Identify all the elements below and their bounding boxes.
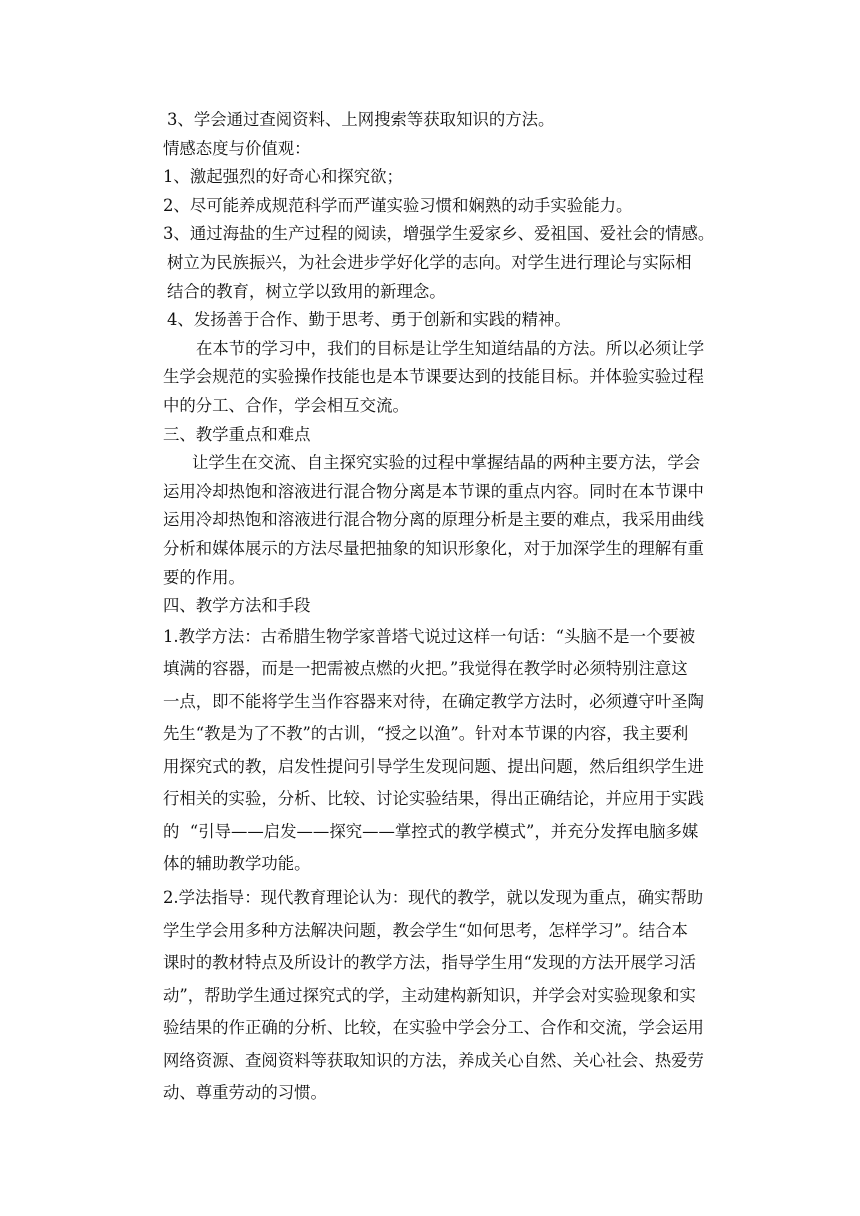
attitude-item-3: 3、通过海盐的生产过程的阅读，增强学生爱家乡、爱祖国、爱社会的情感。 (163, 224, 715, 244)
study-guide-line-2: 学生学会用多种方法解决问题，教会学生“如何思考，怎样学习”。结合本 (163, 920, 688, 940)
study-guide-line-6: 网络资源、查阅资料等获取知识的方法，养成关心自然、关心社会、热爱劳 (163, 1050, 704, 1070)
methods-line-1: 1.教学方法：古希腊生物学家普塔弋说过这样一句话：“头脑不是一个要被 (163, 626, 696, 646)
key-points-line-1: 让学生在交流、自主探究实验的过程中掌握结晶的两种主要方法，学会 (192, 453, 701, 473)
methods-line-8: 体的辅助教学功能。 (163, 854, 311, 874)
section-heading-key-points: 三、教学重点和难点 (163, 424, 311, 444)
methods-line-6: 行相关的实验，分析、比较、讨论实验结果，得出正确结论，并应用于实践 (163, 789, 704, 809)
key-points-line-5: 要的作用。 (163, 567, 245, 587)
document-body (163, 106, 723, 1110)
study-guide-line-7: 动、尊重劳动的习惯。 (163, 1083, 327, 1103)
goal-paragraph-line-3: 中的分工、合作，学会相互交流。 (163, 395, 409, 415)
methods-line-7: 的 “引导——启发——探究——掌控式的教学模式”，并充分发挥电脑多媒 (163, 821, 699, 841)
study-guide-line-4: 动”，帮助学生通过探究式的学，主动建构新知识，并学会对实验现象和实 (163, 985, 696, 1005)
goal-paragraph-line-1: 在本节的学习中，我们的目标是让学生知道结晶的方法。所以必须让学 (196, 338, 705, 358)
attitude-item-4: 4、发扬善于合作、勤于思考、勇于创新和实践的精神。 (167, 310, 571, 330)
methods-line-2: 填满的容器，而是一把需被点燃的火把。”我觉得在教学时必须特别注意这 (163, 659, 688, 679)
attitude-item-1: 1、激起强烈的好奇心和探究欲； (163, 167, 403, 187)
study-guide-line-5: 验结果的作正确的分析、比较，在实验中学会分工、合作和交流，学会运用 (163, 1018, 704, 1038)
study-guide-line-1: 2.学法指导：现代教育理论认为：现代的教学，就以发现为重点，确实帮助 (163, 888, 704, 908)
attitude-item-3-cont-1: 树立为民族振兴，为社会进步学好化学的志向。对学生进行理论与实际相 (167, 252, 692, 272)
section-heading-attitude: 情感态度与价值观： (163, 138, 311, 158)
key-points-line-4: 分析和媒体展示的方法尽量把抽象的知识形象化，对于加深学生的理解有重 (163, 538, 704, 558)
methods-line-5: 用探究式的教，启发性提问引导学生发现问题、提出问题，然后组织学生进 (163, 756, 704, 776)
objective-line-3: 3、学会通过查阅资料、上网搜索等获取知识的方法。 (167, 110, 555, 129)
attitude-item-2: 2、尽可能养成规范科学而严谨实验习惯和娴熟的动手实验能力。 (163, 195, 633, 215)
goal-paragraph-line-2: 生学会规范的实验操作技能也是本节课要达到的技能目标。并体验实验过程 (163, 367, 704, 387)
key-points-line-2: 运用冷却热饱和溶液进行混合物分离是本节课的重点内容。同时在本节课中 (163, 481, 704, 501)
methods-line-4: 先生“教是为了不教”的古训，“授之以渔”。针对本节课的内容，我主要利 (163, 724, 689, 744)
study-guide-line-3: 课时的教材特点及所设计的教学方法，指导学生用“发现的方法开展学习活 (163, 953, 696, 973)
section-heading-methods: 四、教学方法和手段 (163, 596, 311, 616)
key-points-line-3: 运用冷却热饱和溶液进行混合物分离的原理分析是主要的难点，我采用曲线 (163, 510, 704, 530)
attitude-item-3-cont-2: 结合的教育，树立学以致用的新理念。 (167, 281, 446, 301)
methods-line-3: 一点，即不能将学生当作容器来对待，在确定教学方法时，必须遵守叶圣陶 (163, 691, 704, 711)
